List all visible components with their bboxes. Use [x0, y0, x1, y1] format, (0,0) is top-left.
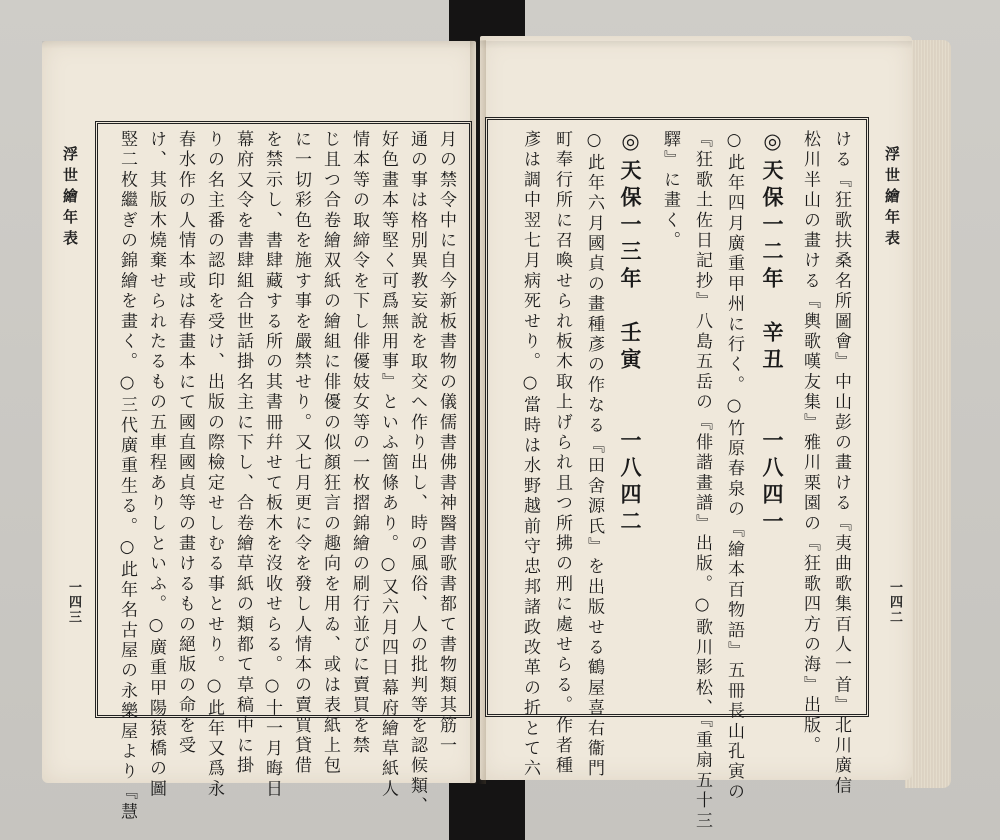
- text-column: ける『狂歌扶桑名所圖會』中山彭の畫ける『夷曲歌集百人一首』北川廣信: [831, 130, 851, 797]
- text-column: 彥は調中翌七月病死せり。○當時は水野越前守忠邦諸政改革の折とて六: [520, 130, 540, 780]
- text-column: ○此年六月國貞の畫種彥の作なる『田舍源氏』を出版せる鶴屋喜右衞門: [584, 130, 604, 780]
- text-column: を禁示し、書肆藏する所の其書冊幷せて板木を沒收せらる。○十一月晦日: [262, 130, 282, 800]
- text-column: 松川半山の畫ける『輿歌嘆友集』雅川栗園の『狂歌四方の海』出版。: [800, 130, 820, 757]
- text-column: 春水作の人情本或は春畫本にて國直國貞等の畫けるもの絕版の命を受: [175, 130, 195, 757]
- text-column: 通の事は格別異教妄說を取交へ作り出し、時の風俗、人の批判等を認候類、: [407, 130, 427, 817]
- text-column: じ且つ合卷繪双紙の繪組に俳優の似顏狂言の趣向を用ゐ、或は表紙上包: [320, 130, 340, 777]
- text-column: 町奉行所に召喚せられ板木取上げられ且つ所拂の刑に處せらる。作者種: [552, 130, 572, 777]
- top-shadow: [42, 41, 912, 49]
- text-column: に一切彩色を施す事を嚴禁せり。又七月更に令を發し人情本の賣買貸借: [291, 130, 311, 777]
- text-column: 竪二枚繼ぎの錦繪を畫く。○三代廣重生る。○此年名古屋の永樂屋より『慧: [117, 130, 137, 823]
- text-column: け、其版木燒棄せられたるもの五車程ありしといふ。○廣重甲陽猿橋の圖: [146, 130, 166, 800]
- running-title-left: 浮世繪年表: [61, 146, 79, 251]
- text-column: 好色畫本等堅く可爲無用事』といふ箇條あり。○又六月四日幕府繪草紙人: [378, 130, 398, 800]
- year-heading: ◎天保一二年 辛丑 一八四一: [760, 128, 785, 537]
- text-column: 幕府又令を書肆組合世話掛名主に下し、合卷繪草紙の類都て草稿中に掛: [233, 130, 253, 777]
- text-column: ○此年四月廣重甲州に行く。○竹原春泉の『繪本百物語』五冊長山孔寅の: [724, 130, 744, 803]
- text-column: 情本等の取締令を下し俳優妓女等の一枚摺錦繪の刷行並びに賣買を禁: [349, 130, 369, 757]
- page-number-left: 一四三: [66, 580, 81, 625]
- text-column: 驛』に畫く。: [660, 130, 680, 252]
- gutter: [470, 40, 486, 784]
- text-column: 『狂歌土佐日記抄』八島五岳の『俳諧畫譜』出版。○歌川影松、『重扇五十三: [692, 130, 712, 832]
- text-column: 月の禁令中に自今新板書物の儀儒書佛書神醫書歌書都て書物類其筋一: [436, 130, 456, 757]
- year-heading: ◎天保一三年 壬寅 一八四二: [618, 128, 643, 537]
- text-column: りの名主番の認印を受け、出版の際檢定せしむる事とせり。○此年又爲永: [204, 130, 224, 800]
- running-title-right: 浮世繪年表: [883, 146, 901, 251]
- page-number-right: 一四二: [887, 580, 902, 625]
